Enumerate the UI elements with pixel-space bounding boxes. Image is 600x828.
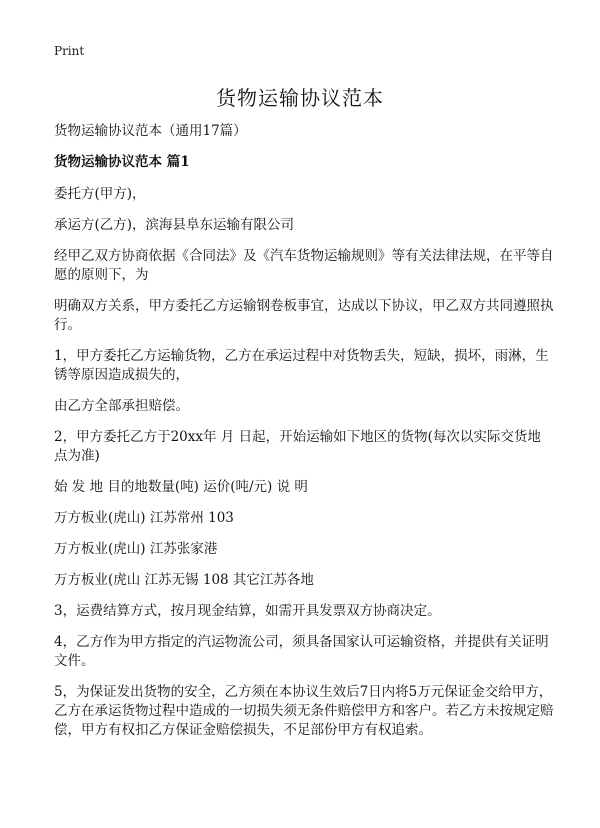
paragraph-carrier: 承运方(乙方)，滨海县阜东运输有限公司 [54,217,295,233]
clause-3: 3，运费结算方式，按月现金结算，如需开具发票双方协商决定。 [54,603,441,619]
paragraph-client: 委托方(甲方)， [54,186,146,202]
document-title: 货物运输协议范本 [216,86,384,110]
clause-2: 2，甲方委托乙方于20xx年 月 日起，开始运输如下地区的货物(每次以实际交货地点为准) [54,429,541,464]
paragraph-agreement: 明确双方关系，甲方委托乙方运输钢卷板事宜，达成以下协议，甲乙双方共同遵照执行。 [54,298,554,333]
print-link[interactable]: Print [54,44,85,58]
route-row: 万方板业(虎山) 江苏张家港 [54,541,218,557]
section-heading: 货物运输协议范本 篇1 [54,154,190,170]
document-body [54,122,554,752]
route-row: 万方板业(虎山) 江苏常州 103 [54,510,234,526]
paragraph-preamble: 经甲乙双方协商依据《合同法》及《汽车货物运输规则》等有关法律法规，在平等自愿的原则下，为 [54,248,554,283]
route-table-header: 始 发 地 目的地数量(吨) 运价(吨/元) 说 明 [54,479,308,495]
route-row: 万方板业(虎山 江苏无锡 108 其它江苏各地 [54,572,314,588]
clause-1: 1，甲方委托乙方运输货物，乙方在承运过程中对货物丢失，短缺，损坏，雨淋，生锈等原因造成损失的， [54,348,549,383]
clause-5: 5，为保证发出货物的安全，乙方须在本协议生效后7日内将5万元保证金交给甲方，乙方在承运货物过程中造成的一切损失须无条件赔偿甲方和客户。若乙方未按规定赔偿，甲方有权扣乙方保证金赔偿损失，不足部份甲方有权追索。 [54,684,554,738]
clause-4: 4，乙方作为甲方指定的汽运物流公司，须具备国家认可运输资格，并提供有关证明文件。 [54,634,549,669]
document-subtitle: 货物运输协议范本（通用17篇） [54,123,247,139]
clause-1-continued: 由乙方全部承担赔偿。 [54,398,189,414]
